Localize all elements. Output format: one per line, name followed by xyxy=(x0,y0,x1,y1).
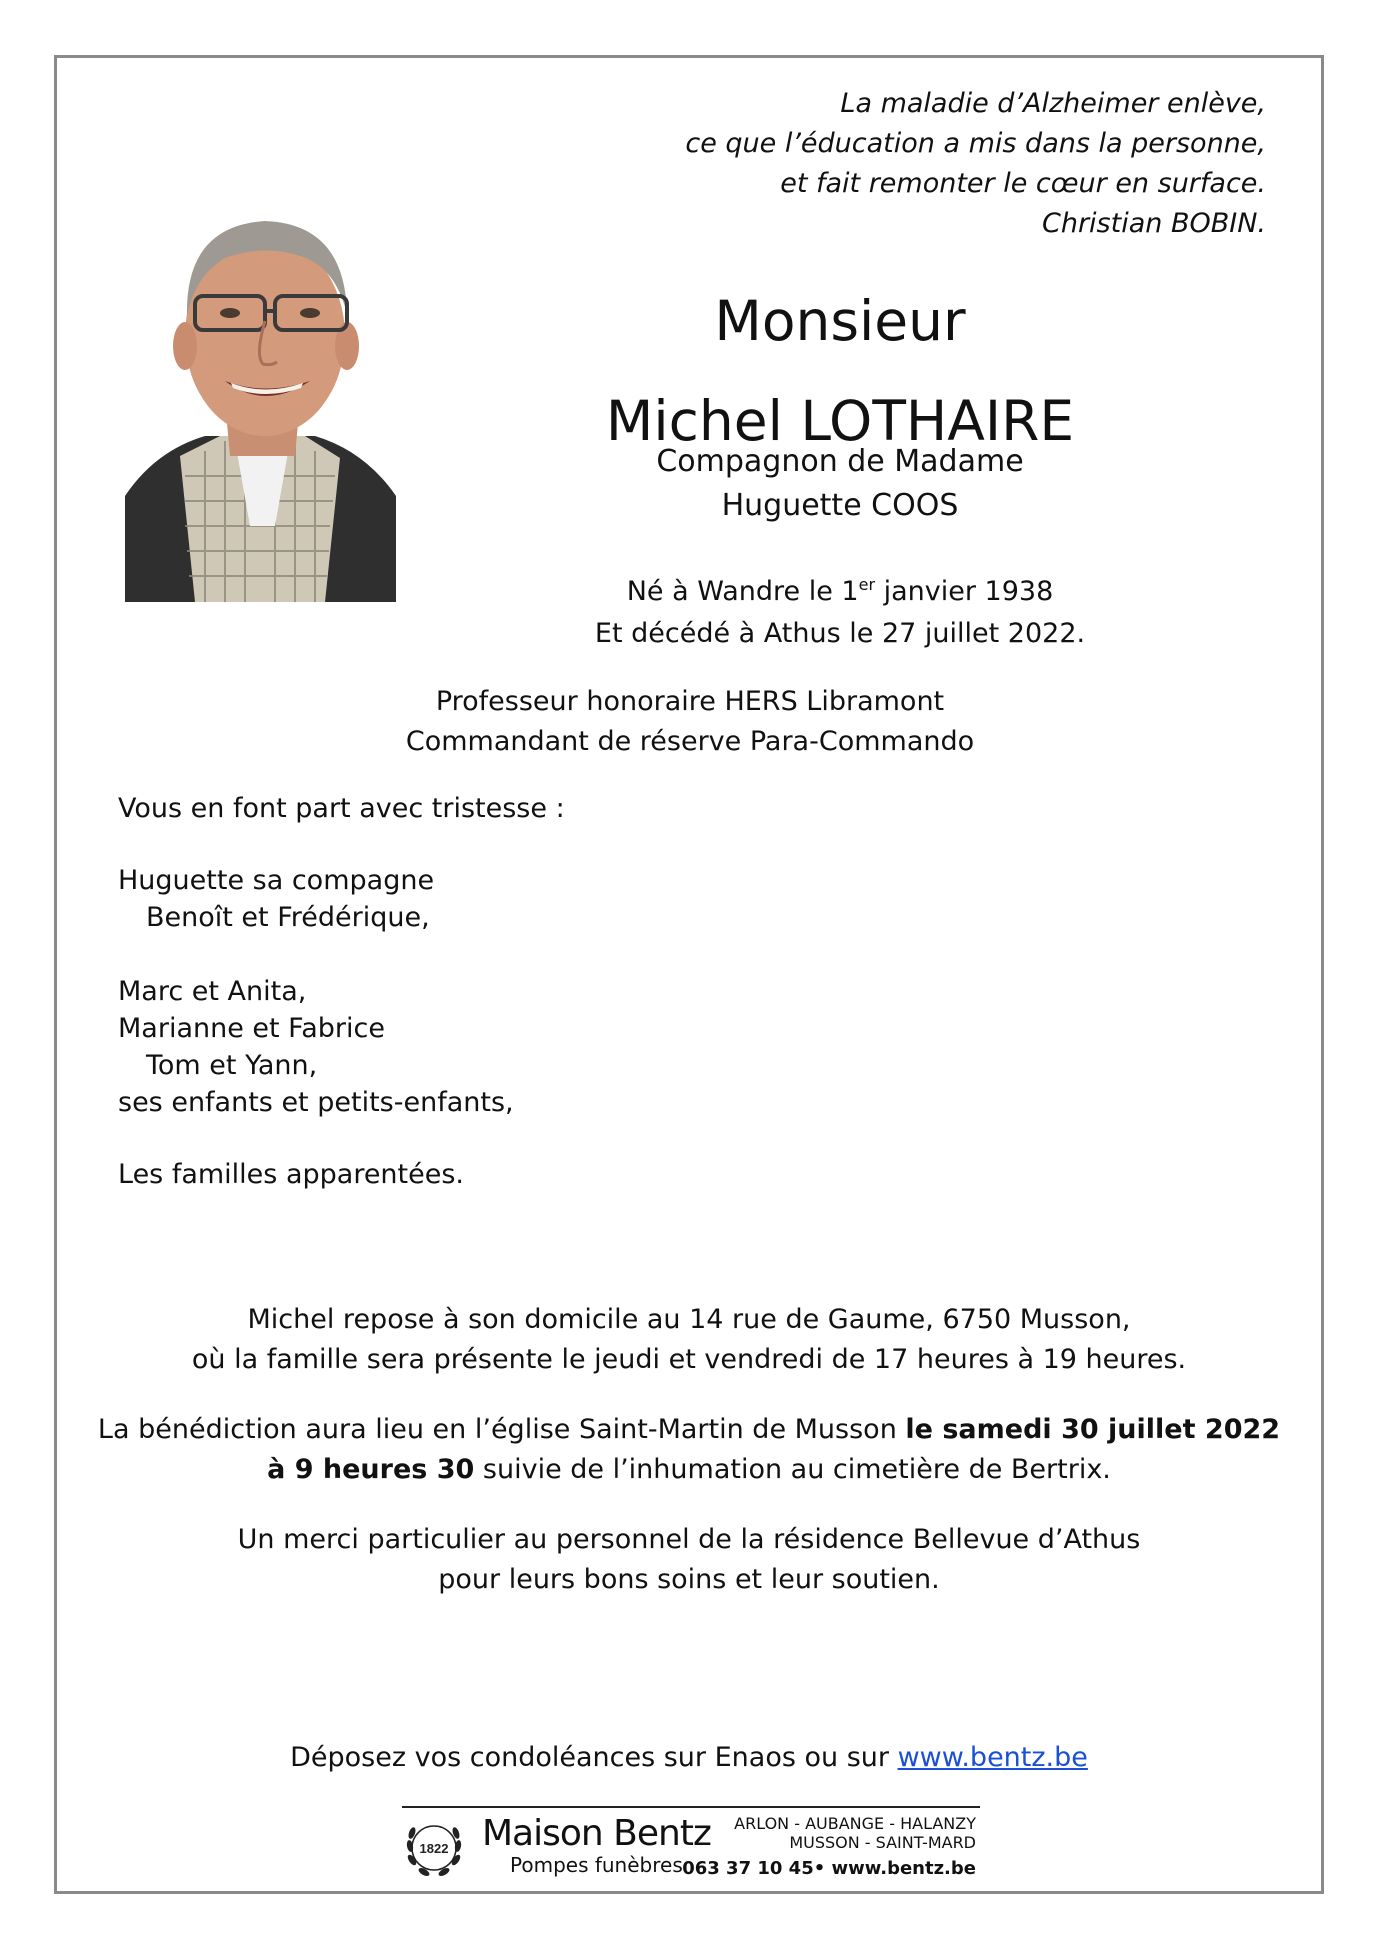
ceremony-info xyxy=(80,1300,1298,1630)
condolences-link[interactable]: www.bentz.be xyxy=(897,1742,1088,1773)
ceremony-text: La bénédiction aura lieu en l’église Saint-Martin de Musson xyxy=(97,1414,906,1445)
thanks-line: pour leurs bons soins et leur soutien. xyxy=(438,1564,940,1595)
epigraph-line: ce que l’éducation a mis dans la personne, xyxy=(685,128,1266,159)
epigraph-line: La maladie d’Alzheimer enlève, xyxy=(840,88,1266,119)
ceremony-text: suivie de l’inhumation au cimetière de Bertrix. xyxy=(474,1454,1111,1485)
family-member: Marc et Anita, xyxy=(118,976,307,1007)
brand-subtitle: Pompes funèbres xyxy=(510,1853,683,1877)
towns-line: ARLON - AUBANGE - HALANZY xyxy=(734,1814,976,1833)
companion-line: Compagnon de Madame xyxy=(656,444,1024,479)
roles-block xyxy=(380,682,1000,762)
deceased-name: Michel LOTHAIRE xyxy=(605,389,1075,453)
family-member: Benoît et Frédérique, xyxy=(146,902,430,933)
condolences-text: Déposez vos condoléances sur Enaos ou sur xyxy=(290,1742,898,1773)
repose-paragraph xyxy=(80,1300,1298,1380)
birth-prefix: Né à Wandre le 1 xyxy=(626,576,859,607)
seal-year: 1822 xyxy=(419,1841,449,1856)
family-member: Huguette sa compagne xyxy=(118,865,435,896)
brand-name: Maison Bentz xyxy=(482,1813,711,1854)
death-line: Et décédé à Athus le 27 juillet 2022. xyxy=(594,618,1086,649)
birth-line xyxy=(520,564,1160,613)
family-member: Tom et Yann, xyxy=(146,1050,318,1081)
portrait-photo xyxy=(125,196,396,602)
branch-towns xyxy=(734,1814,976,1852)
honorific: Monsieur xyxy=(714,289,966,353)
role-line: Professeur honoraire HERS Libramont xyxy=(435,686,945,717)
repose-line: Michel repose à son domicile au 14 rue de Gaume, 6750 Musson, xyxy=(247,1304,1131,1335)
funeral-home-footer xyxy=(402,1806,980,1882)
contact-line: 063 37 10 45• www.bentz.be xyxy=(682,1858,976,1879)
birth-suffix: janvier 1938 xyxy=(875,576,1054,607)
role-line: Commandant de réserve Para-Commando xyxy=(405,726,975,757)
family-announcement xyxy=(118,790,818,1193)
portrait-illustration xyxy=(125,196,396,602)
epigraph xyxy=(566,84,1266,244)
companion-info xyxy=(520,440,1160,528)
deceased-title xyxy=(520,287,1160,455)
laurel-seal-icon xyxy=(402,1816,466,1880)
companion-name: Huguette COOS xyxy=(721,488,959,523)
ceremony-paragraph xyxy=(80,1410,1298,1490)
epigraph-line: et fait remonter le cœur en surface. xyxy=(780,168,1266,199)
family-intro: Vous en font part avec tristesse : xyxy=(118,793,565,824)
thanks-paragraph xyxy=(80,1520,1298,1600)
family-member: Marianne et Fabrice xyxy=(118,1013,385,1044)
epigraph-author: Christian BOBIN. xyxy=(1041,208,1266,239)
condolences-line xyxy=(80,1738,1298,1778)
repose-line: où la famille sera présente le jeudi et vendredi de 17 heures à 19 heures. xyxy=(191,1344,1187,1375)
ceremony-time: à 9 heures 30 xyxy=(267,1454,475,1485)
towns-line: MUSSON - SAINT-MARD xyxy=(789,1833,976,1852)
thanks-line: Un merci particulier au personnel de la résidence Bellevue d’Athus xyxy=(237,1524,1141,1555)
ceremony-date: le samedi 30 juillet 2022 xyxy=(905,1414,1281,1445)
family-member: ses enfants et petits-enfants, xyxy=(118,1087,514,1118)
birth-superscript: er xyxy=(858,575,876,594)
life-dates xyxy=(520,564,1160,655)
family-closing: Les familles apparentées. xyxy=(118,1159,465,1190)
